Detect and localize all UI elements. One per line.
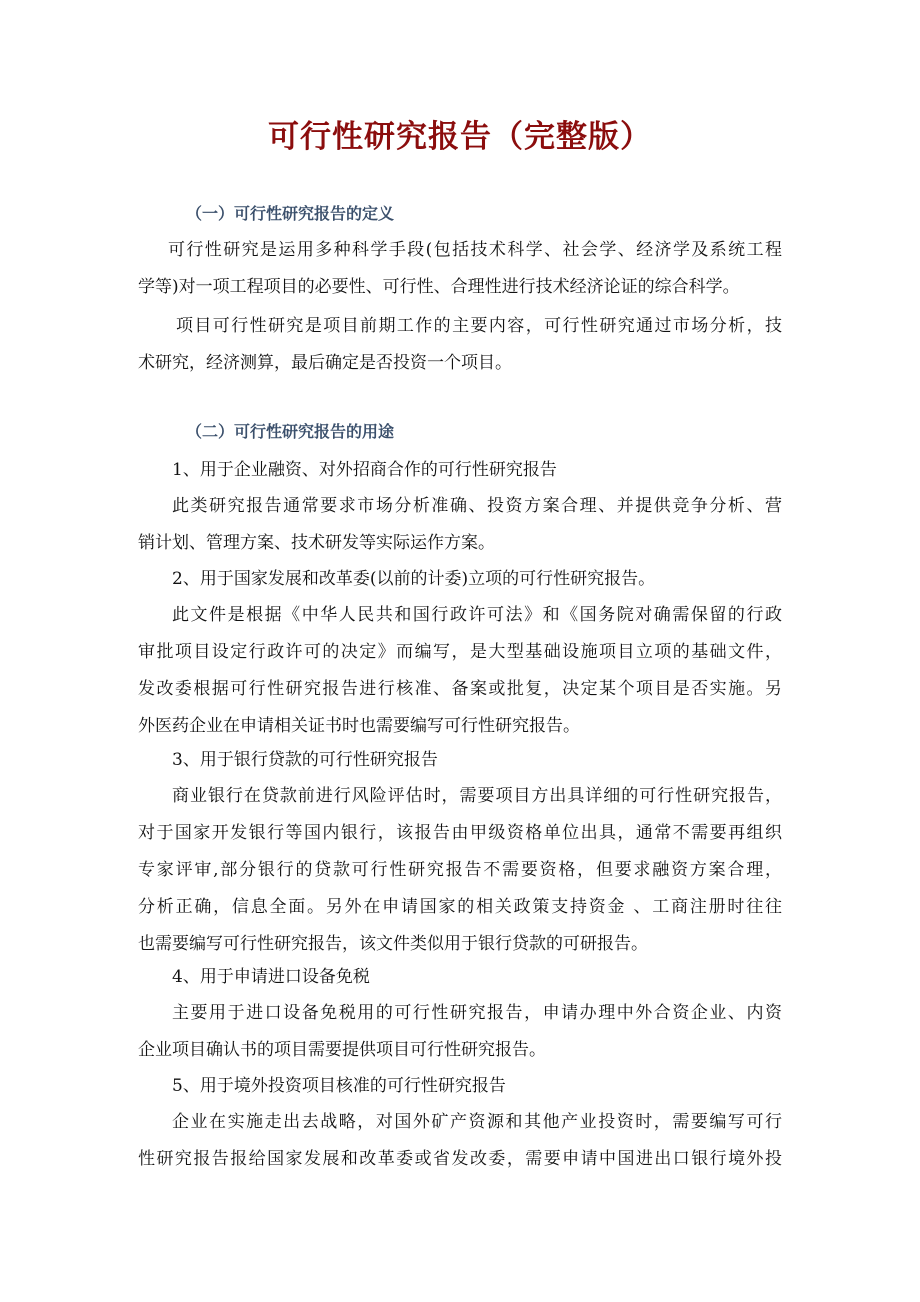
text-line: 性研究报告报给国家发展和改革委或省发改委，需要申请中国进出口银行境外投 xyxy=(138,1149,782,1169)
text-line: 5、用于境外投资项目核准的可行性研究报告 xyxy=(172,1076,506,1096)
text-line: 也需要编写可行性研究报告，该文件类似用于银行贷款的可研报告。 xyxy=(138,934,648,954)
text-line: 此文件是根据《中华人民共和国行政许可法》和《国务院对确需保留的行政 xyxy=(172,605,782,625)
paragraph xyxy=(138,1104,782,1178)
text-line: 2、用于国家发展和改革委(以前的计委)立项的可行性研究报告。 xyxy=(172,569,656,589)
text-line: 企业项目确认书的项目需要提供项目可行性研究报告。 xyxy=(138,1040,546,1060)
text-line: 专家评审,部分银行的贷款可行性研究报告不需要资格，但要求融资方案合理， xyxy=(138,860,782,880)
text-line: 销计划、管理方案、技术研发等实际运作方案。 xyxy=(138,533,495,553)
paragraph xyxy=(138,597,782,745)
text-line: 4、用于申请进口设备免税 xyxy=(172,967,370,987)
text-line: 企业在实施走出去战略，对国外矿产资源和其他产业投资时，需要编写可行 xyxy=(172,1112,782,1132)
text-line: 术研究，经济测算，最后确定是否投资一个项目。 xyxy=(138,353,512,373)
list-item-heading xyxy=(138,1068,782,1105)
text-line: 可行性研究是运用多种科学手段(包括技术科学、社会学、经济学及系统工程 xyxy=(168,240,782,260)
text-line: 1、用于企业融资、对外招商合作的可行性研究报告 xyxy=(172,460,557,480)
paragraph xyxy=(138,995,782,1069)
text-line: 学等)对一项工程项目的必要性、可行性、合理性进行技术经济论证的综合科学。 xyxy=(138,277,740,297)
text-line: 此类研究报告通常要求市场分析准确、投资方案合理、并提供竞争分析、营 xyxy=(172,496,782,516)
text-line: 发改委根据可行性研究报告进行核准、备案或批复，决定某个项目是否实施。另 xyxy=(138,679,782,699)
paragraph xyxy=(138,488,782,562)
list-item-heading xyxy=(138,561,782,598)
text-line: 分析正确，信息全面。另外在申请国家的相关政策支持资金 、工商注册时往往 xyxy=(138,897,782,917)
list-item-heading xyxy=(138,452,782,489)
text-line: 主要用于进口设备免税用的可行性研究报告，申请办理中外合资企业、内资 xyxy=(172,1003,782,1023)
section-heading-definition: （一）可行性研究报告的定义 xyxy=(186,204,395,223)
text-line: 对于国家开发银行等国内银行，该报告由甲级资格单位出具，通常不需要再组织 xyxy=(138,823,782,843)
paragraph xyxy=(138,308,782,382)
document-title: 可行性研究报告（完整版） xyxy=(268,119,652,155)
section-heading-uses: （二）可行性研究报告的用途 xyxy=(186,422,395,441)
text-line: 外医药企业在申请相关证书时也需要编写可行性研究报告。 xyxy=(138,716,580,736)
list-item-heading xyxy=(138,959,782,996)
text-line: 审批项目设定行政许可的决定》而编写，是大型基础设施项目立项的基础文件， xyxy=(138,642,782,662)
text-line: 项目可行性研究是项目前期工作的主要内容，可行性研究通过市场分析，技 xyxy=(176,316,782,336)
paragraph xyxy=(138,232,782,306)
paragraph xyxy=(138,778,782,963)
text-line: 商业银行在贷款前进行风险评估时，需要项目方出具详细的可行性研究报告， xyxy=(172,786,782,806)
text-line: 3、用于银行贷款的可行性研究报告 xyxy=(172,750,438,770)
list-item-heading xyxy=(138,742,782,779)
